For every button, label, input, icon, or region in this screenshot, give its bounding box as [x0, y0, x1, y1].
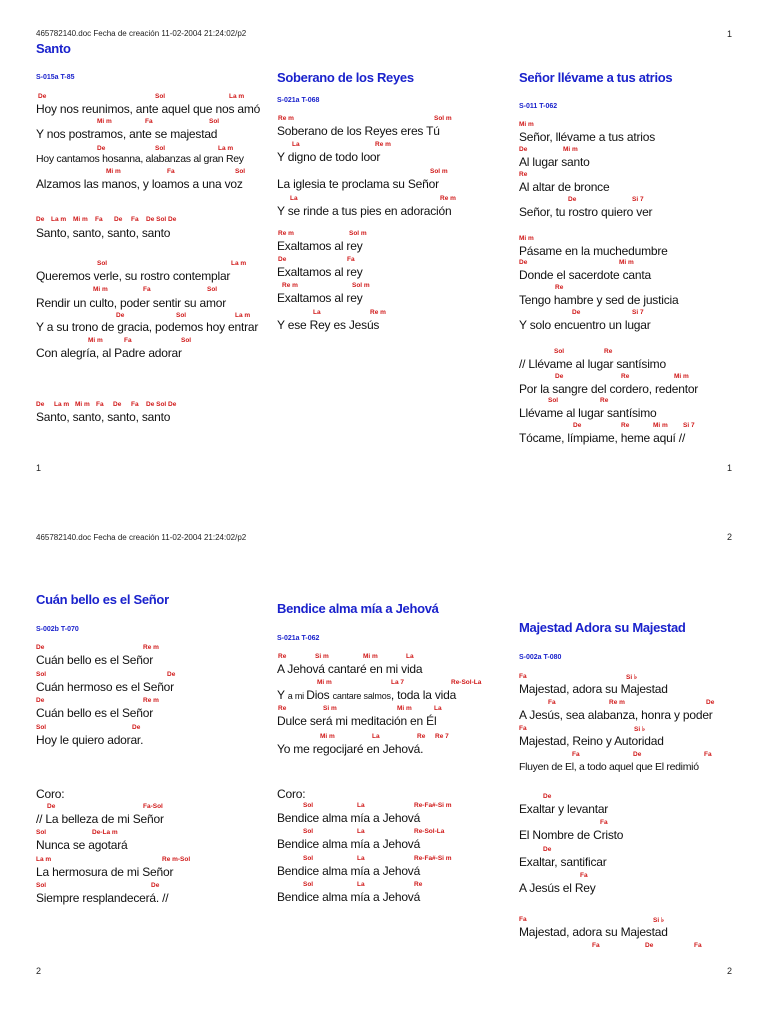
chord: Mi m — [106, 168, 121, 175]
page1-footer-left: 1 — [36, 463, 42, 473]
chord: Sol m — [434, 115, 452, 122]
chord: Sol m — [430, 168, 448, 175]
chord: Si ♭ — [634, 726, 646, 733]
lyric-line: Y digno de todo loor — [277, 150, 381, 164]
chord: Sol — [207, 286, 218, 293]
chord: Fa — [131, 401, 139, 408]
chord: Mi m — [93, 286, 108, 293]
chord: Fa — [347, 256, 355, 263]
chord: De — [47, 803, 56, 810]
chord: Re-Sol-La — [451, 679, 482, 686]
page1-corner-number: 1 — [727, 29, 733, 39]
chord: Si ♭ — [626, 674, 638, 681]
chord: De — [113, 401, 122, 408]
song-title-majestad: Majestad Adora su Majestad — [519, 620, 686, 635]
chord: De — [36, 697, 45, 704]
page1-header: 465782140.doc Fecha de creación 11-02-2004 21:24:02/p2 — [36, 29, 247, 38]
song-code-soberano: S-021a T-068 — [277, 97, 320, 104]
chord: Re — [621, 373, 630, 380]
chord: Re — [278, 653, 287, 660]
chord: De — [97, 145, 106, 152]
lyric-line: Y se rinde a tus pies en adoración — [277, 204, 452, 218]
song-title-soberano: Soberano de los Reyes — [277, 70, 414, 85]
chord: Re — [519, 171, 528, 178]
chord: Mi m — [563, 146, 578, 153]
chord: La m — [36, 856, 52, 863]
chord: La — [406, 653, 414, 660]
lyric-part: Y — [277, 688, 288, 702]
chord: De — [116, 312, 125, 319]
chord: Fa — [600, 819, 608, 826]
chord: Re-Fa#-Si m — [414, 855, 452, 862]
lyric-line: Santo, santo, santo, santo — [36, 410, 171, 424]
chord: Sol — [303, 881, 314, 888]
lyric-line: Majestad, Reino y Autoridad — [519, 734, 664, 748]
chord: La m — [51, 216, 67, 223]
chord: Si m — [315, 653, 329, 660]
lyric-line: Exaltamos al rey — [277, 291, 363, 305]
chord: De — [633, 751, 642, 758]
lyric-line: Fluyen de El, a todo aquel que El redimió — [519, 761, 699, 773]
lyric-line: Exaltamos al rey — [277, 239, 363, 253]
chord: De — [132, 724, 141, 731]
chord: Si m — [323, 705, 337, 712]
lyric-line: Con alegría, al Padre adorar — [36, 346, 182, 360]
chord: Mi m — [97, 118, 112, 125]
lyric-line: La iglesia te proclama su Señor — [277, 177, 439, 191]
lyric-line: Al lugar santo — [519, 155, 590, 169]
lyric-line: Y solo encuentro un lugar — [519, 318, 651, 332]
lyric-line: Soberano de los Reyes eres Tú — [277, 124, 440, 138]
chord: Fa — [124, 337, 132, 344]
lyric-line: Tengo hambre y sed de justicia — [519, 293, 679, 307]
chord: De — [36, 401, 45, 408]
song-title-cuan-bello: Cuán bello es el Señor — [36, 592, 169, 607]
chord: La — [357, 855, 365, 862]
chord: Fa — [519, 916, 527, 923]
chord: Re m — [609, 699, 625, 706]
lyric-line: A Jehová cantaré en mi vida — [277, 662, 423, 676]
chord: Fa — [572, 751, 580, 758]
song-code-santo: S-015a T-85 — [36, 74, 75, 81]
chord: La — [357, 802, 365, 809]
song-code-bendice: S-021a T-062 — [277, 635, 320, 642]
chord: De — [36, 216, 45, 223]
chord: De — [38, 93, 47, 100]
chord: Fa — [167, 168, 175, 175]
lyric-part: , toda la vida — [390, 688, 457, 702]
chord: De — [519, 259, 528, 266]
chord: De — [151, 882, 160, 889]
chord: Mi m — [619, 259, 634, 266]
lyric-part: cantare salmos — [332, 691, 391, 701]
chord: Sol — [554, 348, 565, 355]
chord: La — [357, 881, 365, 888]
chord: La — [292, 141, 300, 148]
chord: Sol — [36, 829, 47, 836]
chord: Fa — [694, 942, 702, 949]
chord: Mi m — [674, 373, 689, 380]
chord: Re-Fa#-Si m — [414, 802, 452, 809]
chord: Mi m — [363, 653, 378, 660]
lyric-line: Cuán bello es el Señor — [36, 706, 154, 720]
chord: Sol — [36, 671, 47, 678]
chord: De Sol De — [146, 401, 177, 408]
lyric-line: Bendice alma mía a Jehová — [277, 811, 421, 825]
chord: Fa — [519, 725, 527, 732]
chord: La m — [54, 401, 70, 408]
chord: Re — [417, 733, 426, 740]
chord: Fa — [143, 286, 151, 293]
lyric-line — [277, 688, 456, 702]
page1-footer-right: 1 — [727, 463, 733, 473]
lyric-line: Y ese Rey es Jesús — [277, 318, 380, 332]
chord: Fa — [580, 872, 588, 879]
lyric-line: Dulce será mi meditación en Él — [277, 714, 437, 728]
chord: Re m — [440, 195, 456, 202]
chord: Re — [555, 284, 564, 291]
lyric-line: // La belleza de mi Señor — [36, 812, 164, 826]
chord: Fa — [131, 216, 139, 223]
song-code-majestad: S-002a T-080 — [519, 654, 562, 661]
lyric-line: Pásame en la muchedumbre — [519, 244, 668, 258]
chord: Mi m — [519, 121, 534, 128]
chord: De-La m — [92, 829, 118, 836]
lyric-line: Bendice alma mía a Jehová — [277, 864, 421, 878]
chord: De — [36, 644, 45, 651]
chord: La m — [229, 93, 245, 100]
chord: La m — [218, 145, 234, 152]
chord: Re m — [143, 697, 159, 704]
lyric-line: Por la sangre del cordero, redentor — [519, 382, 699, 396]
lyric-line: Cuán hermoso es el Señor — [36, 680, 174, 694]
chord: Re 7 — [435, 733, 449, 740]
chord: Sol — [548, 397, 559, 404]
lyric-line: Hoy le quiero adorar. — [36, 733, 144, 747]
chord: De — [572, 309, 581, 316]
chord: La — [313, 309, 321, 316]
lyric-line: Señor, tu rostro quiero ver — [519, 205, 653, 219]
chord: De — [114, 216, 123, 223]
chord: De — [278, 256, 287, 263]
song-code-senor-llevame: S-011 T-062 — [519, 103, 558, 110]
lyric-line: A Jesús el Rey — [519, 881, 596, 895]
lyric-part: a mi — [287, 691, 307, 701]
chord: Re m-Sol — [162, 856, 191, 863]
lyric-line: Donde el sacerdote canta — [519, 268, 651, 282]
chord: Mi m — [397, 705, 412, 712]
lyric-line: Nunca se agotará — [36, 838, 128, 852]
lyric-line: Señor, llévame a tus atrios — [519, 130, 656, 144]
lyric-line: Tócame, límpiame, heme aquí // — [519, 431, 686, 445]
chord: De — [543, 793, 552, 800]
chord: Re — [278, 705, 287, 712]
chord: Re m — [370, 309, 386, 316]
chorus-label: Coro: — [277, 787, 306, 801]
chord: Re m — [278, 115, 294, 122]
chord: Si 7 — [632, 196, 644, 203]
chord: Sol — [235, 168, 246, 175]
chord: Re m — [375, 141, 391, 148]
page2-header: 465782140.doc Fecha de creación 11-02-2004 21:24:02/p2 — [36, 533, 247, 542]
chord: Sol — [155, 93, 166, 100]
chord: Sol — [176, 312, 187, 319]
chord: Re — [600, 397, 609, 404]
chord: Sol — [303, 802, 314, 809]
chord: La m — [235, 312, 251, 319]
chord: Re — [604, 348, 613, 355]
lyric-line: Y nos postramos, ante se majestad — [36, 127, 218, 141]
page2-footer-left: 2 — [36, 966, 42, 976]
lyric-line: Majestad, adora su Majestad — [519, 682, 668, 696]
chord: Si ♭ — [653, 917, 665, 924]
lyric-line: // Llévame al lugar santísimo — [519, 357, 666, 371]
lyric-line: Bendice alma mía a Jehová — [277, 890, 421, 904]
chord: Fa — [704, 751, 712, 758]
chord: Sol — [36, 882, 47, 889]
chord: La — [434, 705, 442, 712]
chord: De — [167, 671, 176, 678]
lyric-line: Yo me regocijaré en Jehová. — [277, 742, 424, 756]
chord: Re m — [282, 282, 298, 289]
lyric-line: Hoy cantamos hosanna, alabanzas al gran Rey — [36, 153, 244, 165]
chorus-label: Coro: — [36, 787, 65, 801]
chord: Fa — [96, 401, 104, 408]
chord: Sol — [155, 145, 166, 152]
chord: Mi m — [317, 679, 332, 686]
chord: Sol — [36, 724, 47, 731]
chord: La m — [231, 260, 247, 267]
lyric-line: Santo, santo, santo, santo — [36, 226, 171, 240]
lyric-line: Bendice alma mía a Jehová — [277, 837, 421, 851]
chord: De — [543, 846, 552, 853]
page2-corner-number: 2 — [727, 532, 733, 542]
song-title-bendice: Bendice alma mía a Jehová — [277, 601, 439, 616]
chord: Fa — [592, 942, 600, 949]
chord: De — [568, 196, 577, 203]
lyric-line: Al altar de bronce — [519, 180, 610, 194]
lyric-line: Llévame al lugar santísimo — [519, 406, 657, 420]
chord: De — [706, 699, 715, 706]
chord: Sol — [181, 337, 192, 344]
lyric-line: Hoy nos reunimos, ante aquel que nos amó — [36, 102, 261, 116]
chord: Mi m — [320, 733, 335, 740]
lyric-line: Siempre resplandecerá. // — [36, 891, 169, 905]
chord: De — [645, 942, 654, 949]
chord: Mi m — [88, 337, 103, 344]
lyric-line: A Jesús, sea alabanza, honra y poder — [519, 708, 713, 722]
chord: La — [372, 733, 380, 740]
chord: Fa — [145, 118, 153, 125]
chord: Si 7 — [632, 309, 644, 316]
chord: Re m — [278, 230, 294, 237]
lyric-line: Rendir un culto, poder sentir su amor — [36, 296, 227, 310]
chord: Re m — [143, 644, 159, 651]
chord: Sol m — [352, 282, 370, 289]
chord: Sol — [97, 260, 108, 267]
lyric-line: Exaltar, santificar — [519, 855, 607, 869]
chord: De — [555, 373, 564, 380]
lyric-line: El Nombre de Cristo — [519, 828, 624, 842]
chord: Sol — [209, 118, 220, 125]
song-title-santo: Santo — [36, 41, 71, 56]
chord: De — [573, 422, 582, 429]
chord: Fa-Sol — [143, 803, 163, 810]
chord: Mi m — [653, 422, 668, 429]
chord: Fa — [548, 699, 556, 706]
chord: Mi m — [75, 401, 90, 408]
lyric-line: Y a su trono de gracia, podemos hoy entrar — [36, 320, 259, 334]
chord: La 7 — [391, 679, 405, 686]
song-title-senor-llevame: Señor llévame a tus atrios — [519, 70, 673, 85]
chord: Mi m — [73, 216, 88, 223]
lyric-line: Queremos verle, su rostro contemplar — [36, 269, 231, 283]
lyric-line: Exaltamos al rey — [277, 265, 363, 279]
chord: Re — [621, 422, 630, 429]
lyric-line: Exaltar y levantar — [519, 802, 609, 816]
chord: Sol m — [349, 230, 367, 237]
chord: La — [290, 195, 298, 202]
lyric-line: Alzamos las manos, y loamos a una voz — [36, 177, 243, 191]
chord: Mi m — [519, 235, 534, 242]
chord: Fa — [95, 216, 103, 223]
chord: Si 7 — [683, 422, 695, 429]
song-code-cuan-bello: S-002b T-070 — [36, 626, 79, 633]
lyric-line: Majestad, adora su Majestad — [519, 925, 668, 939]
chord: La — [357, 828, 365, 835]
lyric-part: Dios — [306, 688, 333, 702]
chord: De — [519, 146, 528, 153]
lyric-line: La hermosura de mi Señor — [36, 865, 174, 879]
lyric-line: Cuán bello es el Señor — [36, 653, 154, 667]
chord: Sol — [303, 855, 314, 862]
chord: Re — [414, 881, 423, 888]
chord: Fa — [519, 673, 527, 680]
chord: De Sol De — [146, 216, 177, 223]
chord: Sol — [303, 828, 314, 835]
page2-footer-right: 2 — [727, 966, 733, 976]
chord: Re-Sol-La — [414, 828, 445, 835]
